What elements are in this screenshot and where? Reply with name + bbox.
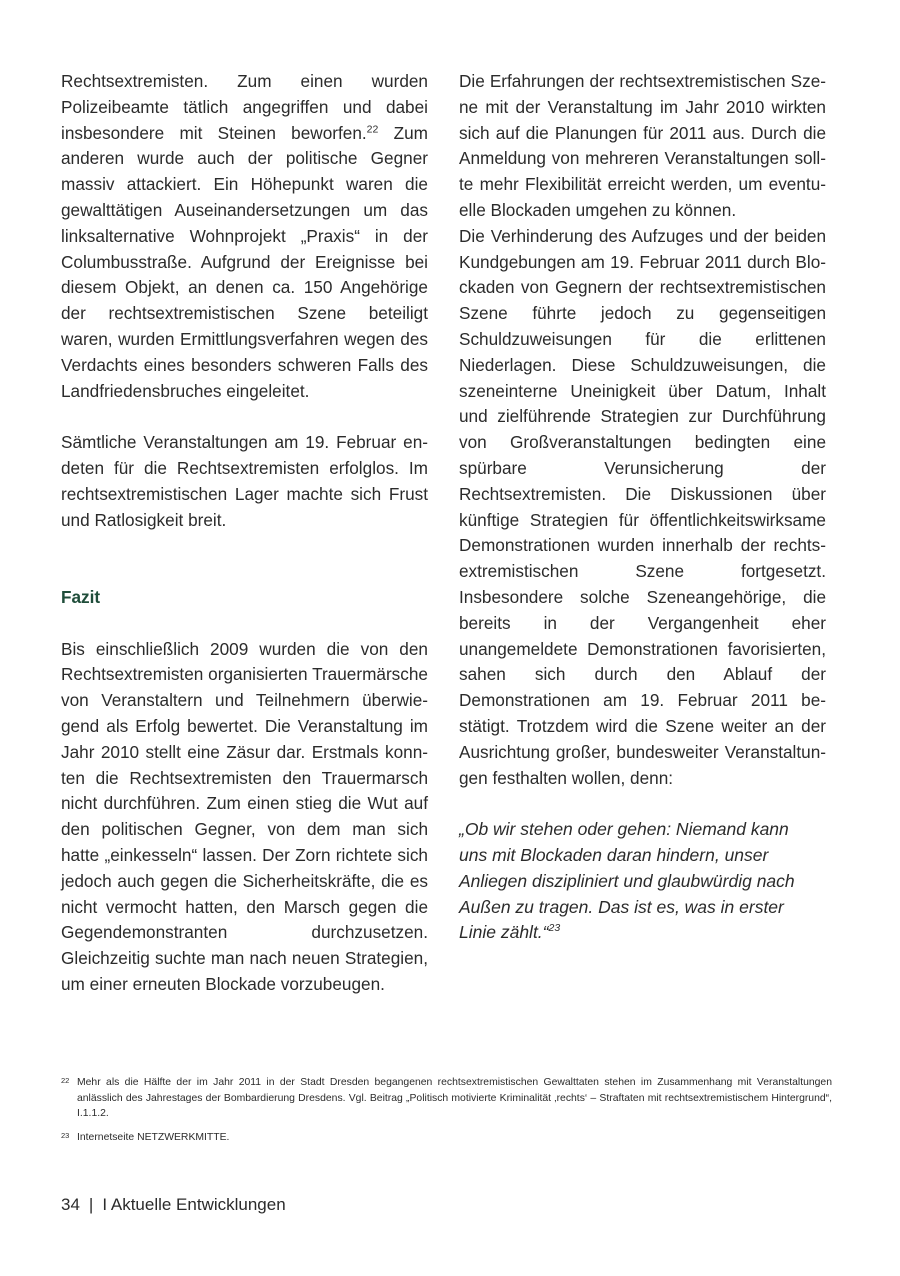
page-number: 34 (61, 1195, 80, 1214)
footnote-number: 22 (61, 1076, 70, 1085)
block-quote (459, 817, 799, 946)
body-paragraph: Die Erfahrungen der rechtsextremistischen Szene mit der Veranstaltung im Jahr 2010 wirkten sich auf die Planungen für 2011 aus. Durch die Anmeldung von mehreren Veranstaltungen sollte mehr Flexibilität erreicht werden, um eventuelle Blockaden umgehen zu können. (459, 71, 826, 220)
body-paragraph: Bis einschließlich 2009 wurden die von den Rechtsextremisten organisierten Trauermärsche von Veranstaltern und Teilnehmern überwiegend als Erfolg bewertet. Die Veranstaltung im Jahr 2010 stellt eine Zäsur dar. Erstmals konnten die Rechtsextremisten den Trauermarsch nicht durchführen. Zum einen stieg die Wut auf den politischen Gegner, von dem man sich hatte „einkesseln“ lassen. Der Zorn richtete sich jedoch auch gegen die Sicherheitskräfte, die es nicht vermocht hatten, den Marsch gegen die Gegendemonstranten durchzusetzen. Gleichzeitig suchte man nach neuen Strategien, um einer erneuten Blockade vorzubeugen. (61, 638, 428, 994)
footnote-number: 23 (61, 1130, 70, 1140)
paragraph-text: Zum anderen wurde auch der politische Gegner massiv attackiert. Ein Höhepunkt waren die gewalttätigen Auseinandersetzungen um das linksalternative Wohnprojekt „Praxis“ in der Columbusstraße. Aufgrund der Ereignisse bei diesem Objekt, an denen ca. 150 Angehörige der rechtsextremistischen Szene beteiligt waren, wurden Ermittlungsverfahren wegen des Verdachts eines besonders schweren Falls des Landfriedensbruches eingeleitet. (61, 122, 428, 401)
left-column (61, 69, 428, 998)
body-paragraph: Sämtliche Veranstaltungen am 19. Februar endeten für die Rechtsextremisten erfolglos. Im rechtsextremistischen Lager machte sich Frust und Ratlosigkeit breit. (61, 432, 428, 530)
footnote-text: Mehr als die Hälfte der im Jahr 2011 in der Stadt Dresden begangenen rechtsextremistischen Gewalttaten stehen im Zusammenhang mit Veranstaltungen anlässlich des Jahrestages der Bombardierung Dresdens. Vgl. Beitrag „Politisch motivierte Kriminalität ‚rechts‘ – Straftaten mit rechtsextremistischem Hintergrund“, I.1.1.2. (77, 1077, 832, 1120)
right-column (459, 69, 826, 946)
footnote-text: Internetseite NETZWERKMITTE. (77, 1131, 230, 1143)
body-paragraph (61, 69, 428, 404)
page-footer (61, 1194, 286, 1216)
section-title: I Aktuelle Entwicklungen (102, 1195, 286, 1214)
footnote-22 (61, 1075, 832, 1122)
footnotes (61, 1075, 832, 1153)
footnote-reference[interactable]: 22 (366, 122, 379, 135)
footnote-reference[interactable]: 23 (548, 922, 561, 935)
paragraph-text: Rechtsextremisten. Zum einen wurden Polizeibeamte tätlich angegriffen und dabei insbesondere mit Steinen beworfen. (61, 71, 428, 143)
footnote-23 (61, 1130, 832, 1146)
footer-separator: | (88, 1195, 94, 1214)
section-heading: Fazit (61, 586, 101, 607)
body-paragraph: Die Verhinderung des Aufzuges und der beiden Kundgebungen am 19. Februar 2011 durch Blockaden von Gegnern der rechtsextremistischen Szene führte jedoch zu gegenseitigen Schuldzuweisungen für die erlittenen Niederlagen. Diese Schuldzuweisungen, die szeneinterne Uneinigkeit über Datum, Inhalt und zielführende Strategien zur Durchführung von Großveranstaltungen bedingten eine spürbare Verunsicherung der Rechtsextremisten. Die Diskussionen über künftige Strategien für öffentlichkeitswirksame Demonstrationen wurden innerhalb der rechtsextremistischen Szene fortgesetzt. Insbesondere solche Szeneangehörige, die bereits in der Vergangenheit eher unangemeldete Demonstrationen favorisierten, sahen sich durch den Ablauf der Demonstrationen am 19. Februar 2011 bestätigt. Trotzdem wird die Szene weiter an der Ausrichtung großer, bundesweiter Veranstaltungen festhalten wollen, denn: (459, 225, 826, 788)
quote-text: „Ob wir stehen oder gehen: Niemand kann uns mit Blockaden daran hindern, unser Anliegen diszipliniert und glaubwürdig nach Außen zu tragen. Das ist es, was in erster Linie zählt.“ (459, 819, 795, 943)
